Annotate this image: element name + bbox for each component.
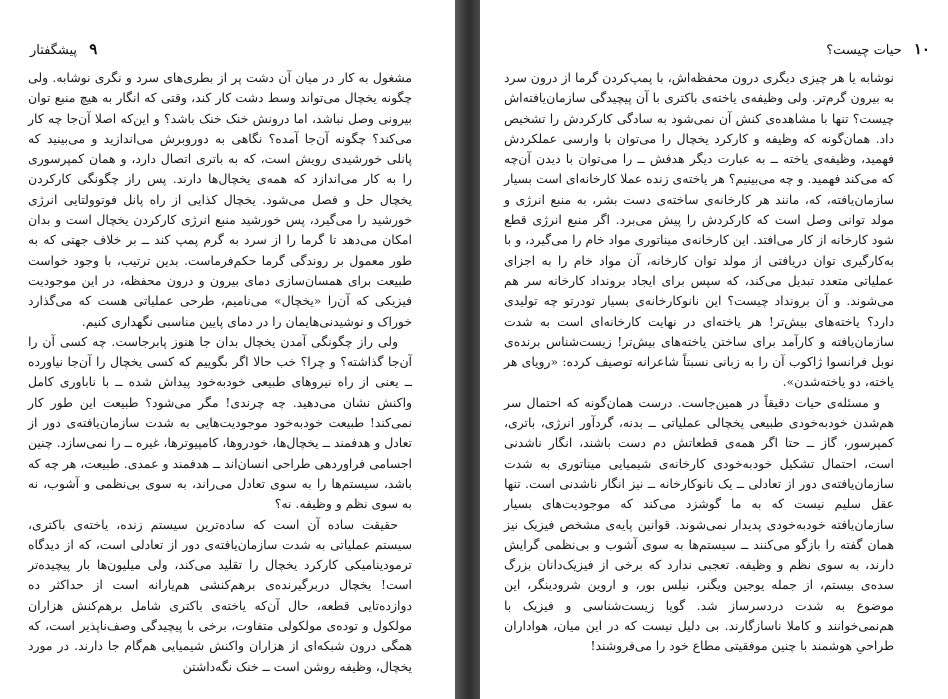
right-paragraph-1: نوشابه یا هر چیزی دیگری درون محفظه‌اش، با پمپ‌کردن گرما از درون سرد به بیرون گرم‌تر. ولی وظیفه‌ی یاخته‌ی باکتری با آن پیچیدگی سازمان‌یافته‌اش چیست؟ تنها با مشاهده‌ی کنش آن نمی‌شود به سادگی کارکردش را تشخیص داد. همان‌گونه که وظیفه و کارکرد یخچال را می‌توان با وارسی عملکردش فهمید، وظیفه‌ی یاخته ــ به عبارت دیگر هدفش ــ را می‌توان با دیدن آن‌چه که می‌کند فهمید. و چه می‌بینیم؟ هر یاخته‌ی زنده عملا کارخانه‌ای است بسیار سازمان‌یافته، که، مانند هر کارخانه‌ی ساخته‌ی دست بشر، به منبع انرژی و مولد توانی وصل است که کارکردش را پیش می‌برد. اگر منبع انرژی قطع شود کارخانه از کار می‌افتد. این کارخانه‌ی میناتوری مواد خام را می‌گیرد، و با به‌کارگیری توان دریافتی از مولد توان کارخانه، آن مواد خام را به اجزای عملیاتی متعدد تبدیل می‌کند، که سپس برای ایجاد برونداد کارخانه سر هم می‌شوند. و آن برونداد چیست؟ این نانوکارخانه‌ی بسیار تودرتو چه تولیدی دارد؟ یاخته‌های بیش‌تر! هر یاخته‌ای در نهایت کارخانه‌ای است به شدت سازمان‌یافته و کارآمد برای ساختن یاخته‌های بیش‌تر! زیست‌شناس برنده‌ی نوبل فرانسوا ژاکوب آن را به زبانی نسبتاً شاعرانه توصیف کرده: «رویای هر یاخته، دو یاخته‌شدن». bbox=[504, 70, 894, 390]
right-running-header bbox=[520, 40, 930, 58]
left-page bbox=[0, 0, 455, 699]
right-page-number: ۱۰ bbox=[913, 40, 930, 58]
right-page bbox=[480, 0, 948, 699]
right-header-title: حیات چیست؟ bbox=[826, 43, 902, 58]
left-page-number: ۹ bbox=[89, 40, 98, 58]
right-paragraph-2: و مسئله‌ی حیات دقیقاً در همین‌جاست. درست همان‌گونه که احتمال سر هم‌شدن خودبه‌خودی طبیعی یخچالی عملیاتی ــ بدنه، گردآور انرژی، باتری، کمپرسور، گاز ــ حتا اگر همه‌ی قطعاتش دم دست باشند، انگار ناشدنی است، احتمال تشکیل خودبه‌خودی کارخانه‌ی شیمیایی میناتوری به شدت سازمان‌یافته‌ی دور از تعادلی ــ یک نانوکارخانه ــ نیز انگار ناشدنی است. تنها عقل سلیم نیست که به ما گوشزد می‌کند که موجودیت‌های بسیار سازمان‌یافته خودبه‌خودی پدیدار نمی‌شوند. قوانین پایه‌ی مشخص فیزیک نیز همان گفته را بازگو می‌کنند ــ سیستم‌ها به سوی آشوب و بی‌نظمی گرایش دارند، به سوی نظم و وظیفه. تعجبی ندارد که برخی از فیزیک‌دانان بزرگ سده‌ی بیستم، از جمله یوجین ویگنر، نیلس بور، و اروین شرودینگر، این موضوع به شدت دردسرساز شد. گویا زیست‌شناسی و فیزیک با هم‌نمی‌خوانند و کاملا ناسازگارند. بی دلیل نیست که در این میان، هواداران طراحیِ هوشمند با چنین موفقیتی مطاع خود را می‌فروشند! bbox=[504, 394, 894, 654]
book-spine bbox=[455, 0, 480, 699]
right-body-text bbox=[504, 68, 894, 657]
left-paragraph-2: ولی راز چگونگی آمدن یخچال بدان جا هنوز پابرجاست. چه کسی آن را آن‌جا گذاشته؟ و چرا؟ خب حالا اگر بگوییم که کسی یخچال را آن‌جا نیاورده ــ یعنی از راه نیروهای طبیعی خودبه‌خود پیداش شده ــ با ناباوری کامل واکنش نشان می‌دهید. چه چرندی! مگر می‌شود؟ طبیعت این طور کار نمی‌کند! طبیعت خودبه‌خود موجودیت‌هایی به شدت سازمان‌یافته‌ی دور از تعادل و هدفمند ــ یخچال‌ها، خودروها، کامپیوترها، غیره ــ را نمی‌سازد. چنین اجسامی فراوردهی طراحی انسان‌اند ــ هدفمند و عمدی. طبیعت، هر چه که باشد، سیستم‌ها را به سوی تعادل می‌راند، به سوی بی‌نظمی و آشوب، نه به سوی نظم و وظیفه. نه؟ bbox=[28, 333, 412, 512]
left-paragraph-1: مشغول به کار در میان آن دشت پر از بطری‌های سرد و نگری نوشابه. ولی چگونه یخچال می‌تواند وسط دشت کار کند، وقتی که انگار به هیچ منبع توان بیرونی وصل نباشد، اما درونش خنک خنک باشد؟ و این‌که اصلا آن‌جا چه کار می‌کند؟ چگونه آن‌جا آمده؟ نگاهی به دوروبرش می‌اندازید و می‌بینید که پانلی خورشیدی رویش است، که به باتری اتصال دارد، و همان کمپرسوری را به کار می‌اندازد که همه‌ی یخچال‌ها دارند. پس راز چگونگی کارکردن یخچال حل و فصل می‌شود. یخچال کذایی از راه پانل فوتوولتایی انرژی خورشید را می‌گیرد، پس خورشید منبع انرژی کارکردن یخچال است و بدان امکان می‌دهد تا گرما را از سرد به گرم پمپ کند ــ بر خلاف جهتی که به طور معمول بر روندگی گرما حکم‌فرماست. بدین ترتیب، با وجود خواست طبیعت برای همسان‌سازی دمای بیرون و درون محفظه، در این موجودیت فیزیکی که آن‌را «یخچال» می‌نامیم، طرحی عملیاتی هست که می‌گذارد خوراک و نوشیدنی‌هایمان را در دمای پایین مناسبی نگهداری کنیم. bbox=[28, 70, 412, 329]
left-body-text bbox=[28, 68, 412, 677]
left-running-header bbox=[30, 40, 425, 58]
left-paragraph-3: حقیقت ساده آن است که ساده‌ترین سیستم زنده، یاخته‌ی باکتری، سیستم عملیاتی به شدت سازمان‌یافته‌ی دور از تعادلی است، که از دیدگاه ترمودینامیکی کارکرد یخچال را تقلید می‌کند، ولی میلیون‌ها بار پیچیده‌تر است! یخچال دربرگیرنده‌ی برهم‌کنشی هم‌یارانه است از حداکثر ده دوازده‌تایی قطعه، حال آن‌که یاخته‌ی باکتری شامل برهم‌کنش هزاران مولکول و توده‌ی مولکولی متفاوت، برخی با پیچیدگی وصف‌ناپذیر است، که همگی درون شبکه‌ای از هزاران واکنش شیمیایی هم‌گام جا دارند. در مورد یخچال، وظیفه روشن است ــ خنک نگه‌داشتن bbox=[28, 516, 412, 674]
left-header-title: پیشگفتار bbox=[30, 43, 78, 58]
